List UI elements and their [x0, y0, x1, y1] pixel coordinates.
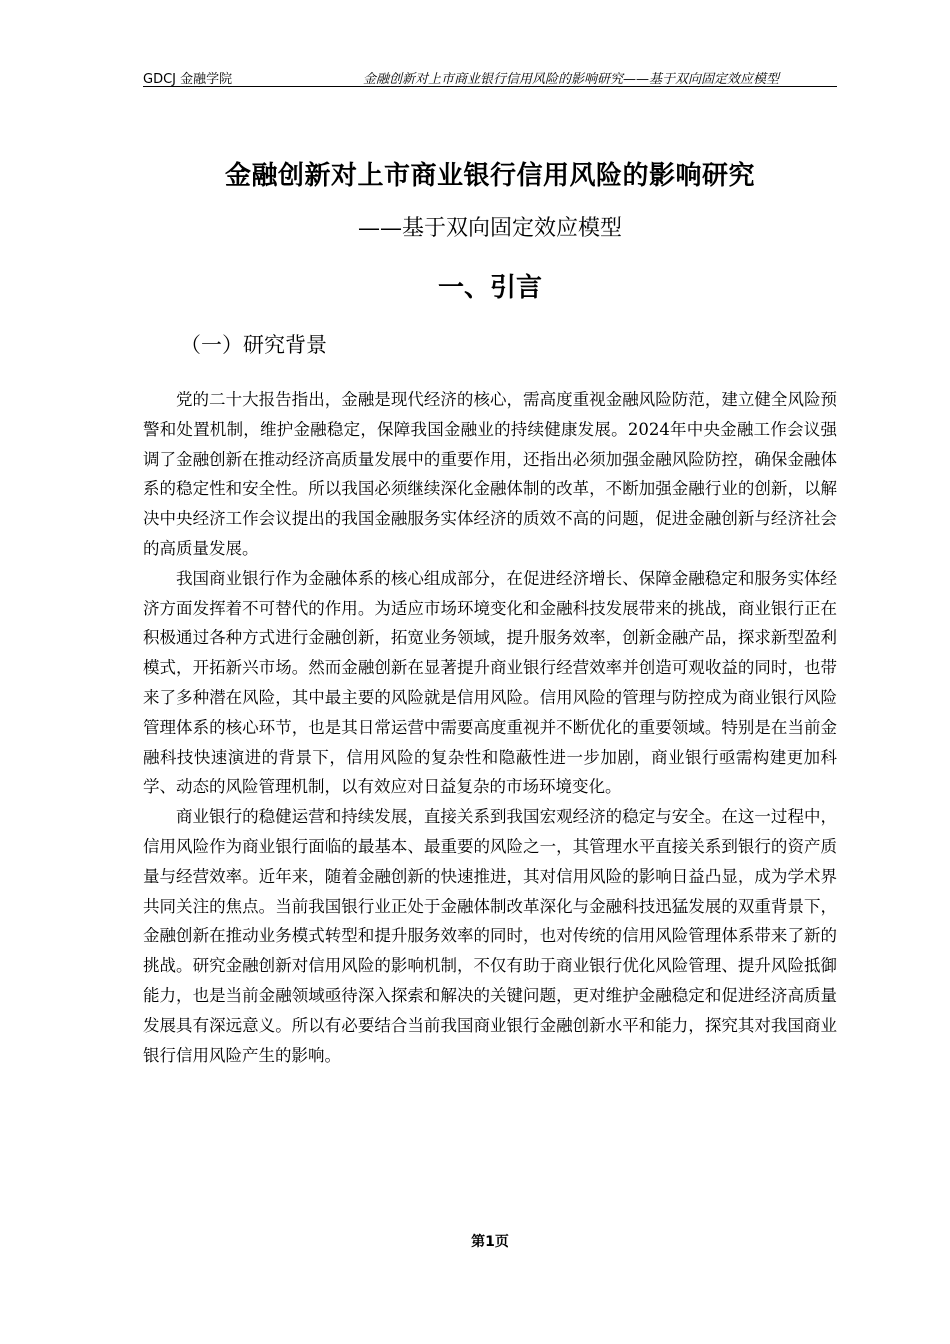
paper-title: 金融创新对上市商业银行信用风险的影响研究	[224, 161, 755, 191]
paragraph: 商业银行的稳健运营和持续发展，直接关系到我国宏观经济的稳定与安全。在这一过程中，信用风险作为商业银行面临的最基本、最重要的风险之一，其管理水平直接关系到银行的资产质量与经营效率。近年来，随着金融创新的快速推进，其对信用风险的影响日益凸显，成为学术界共同关注的焦点。当前我国银行业正处于金融体制改革深化与金融科技迅猛发展的双重背景下，金融创新在推动业务模式转型和提升服务效率的同时，也对传统的信用风险管理体系带来了新的挑战。研究金融创新对信用风险的影响机制，不仅有助于商业银行优化风险管理、提升风险抵御能力，也是当前金融领域亟待深入探索和解决的关键问题，更对维护金融稳定和促进经济高质量发展具有深远意义。所以有必要结合当前我国商业银行金融创新水平和能力，探究其对我国商业银行信用风险产生的影响。	[143, 807, 837, 1065]
subsection-heading: （一）研究背景	[180, 333, 327, 357]
header-paper-title: 金融创新对上市商业银行信用风险的影响研究——基于双向固定效应模型	[362, 72, 779, 87]
section-heading: 一、引言	[437, 273, 542, 303]
running-header	[143, 66, 837, 87]
paper-subtitle: ——基于双向固定效应模型	[358, 216, 623, 241]
body-text	[143, 385, 837, 1070]
paragraph: 党的二十大报告指出，金融是现代经济的核心，需高度重视金融风险防范，建立健全风险预警和处置机制，维护金融稳定，保障我国金融业的持续健康发展。2024年中央金融工作会议强调了金融创新在推动经济高质量发展中的重要作用，还指出必须加强金融风险防控，确保金融体系的稳定性和安全性。所以我国必须继续深化金融体制的改革，不断加强金融行业的创新，以解决中央经济工作会议提出的我国金融服务实体经济的质效不高的问题，促进金融创新与经济社会的高质量发展。	[143, 390, 837, 558]
paragraph: 我国商业银行作为金融体系的核心组成部分，在促进经济增长、保障金融稳定和服务实体经济方面发挥着不可替代的作用。为适应市场环境变化和金融科技发展带来的挑战，商业银行正在积极通过各种方式进行金融创新，拓宽业务领域，提升服务效率，创新金融产品，探求新型盈利模式，开拓新兴市场。然而金融创新在显著提升商业银行经营效率并创造可观收益的同时，也带来了多种潜在风险，其中最主要的风险就是信用风险。信用风险的管理与防控成为商业银行风险管理体系的核心环节，也是其日常运营中需要高度重视并不断优化的重要领域。特别是在当前金融科技快速演进的背景下，信用风险的复杂性和隐蔽性进一步加剧，商业银行亟需构建更加科学、动态的风险管理机制，以有效应对日益复杂的市场环境变化。	[143, 568, 837, 797]
header-institution: GDCJ 金融学院	[143, 72, 233, 87]
page-number: 第1页	[471, 1234, 509, 1250]
